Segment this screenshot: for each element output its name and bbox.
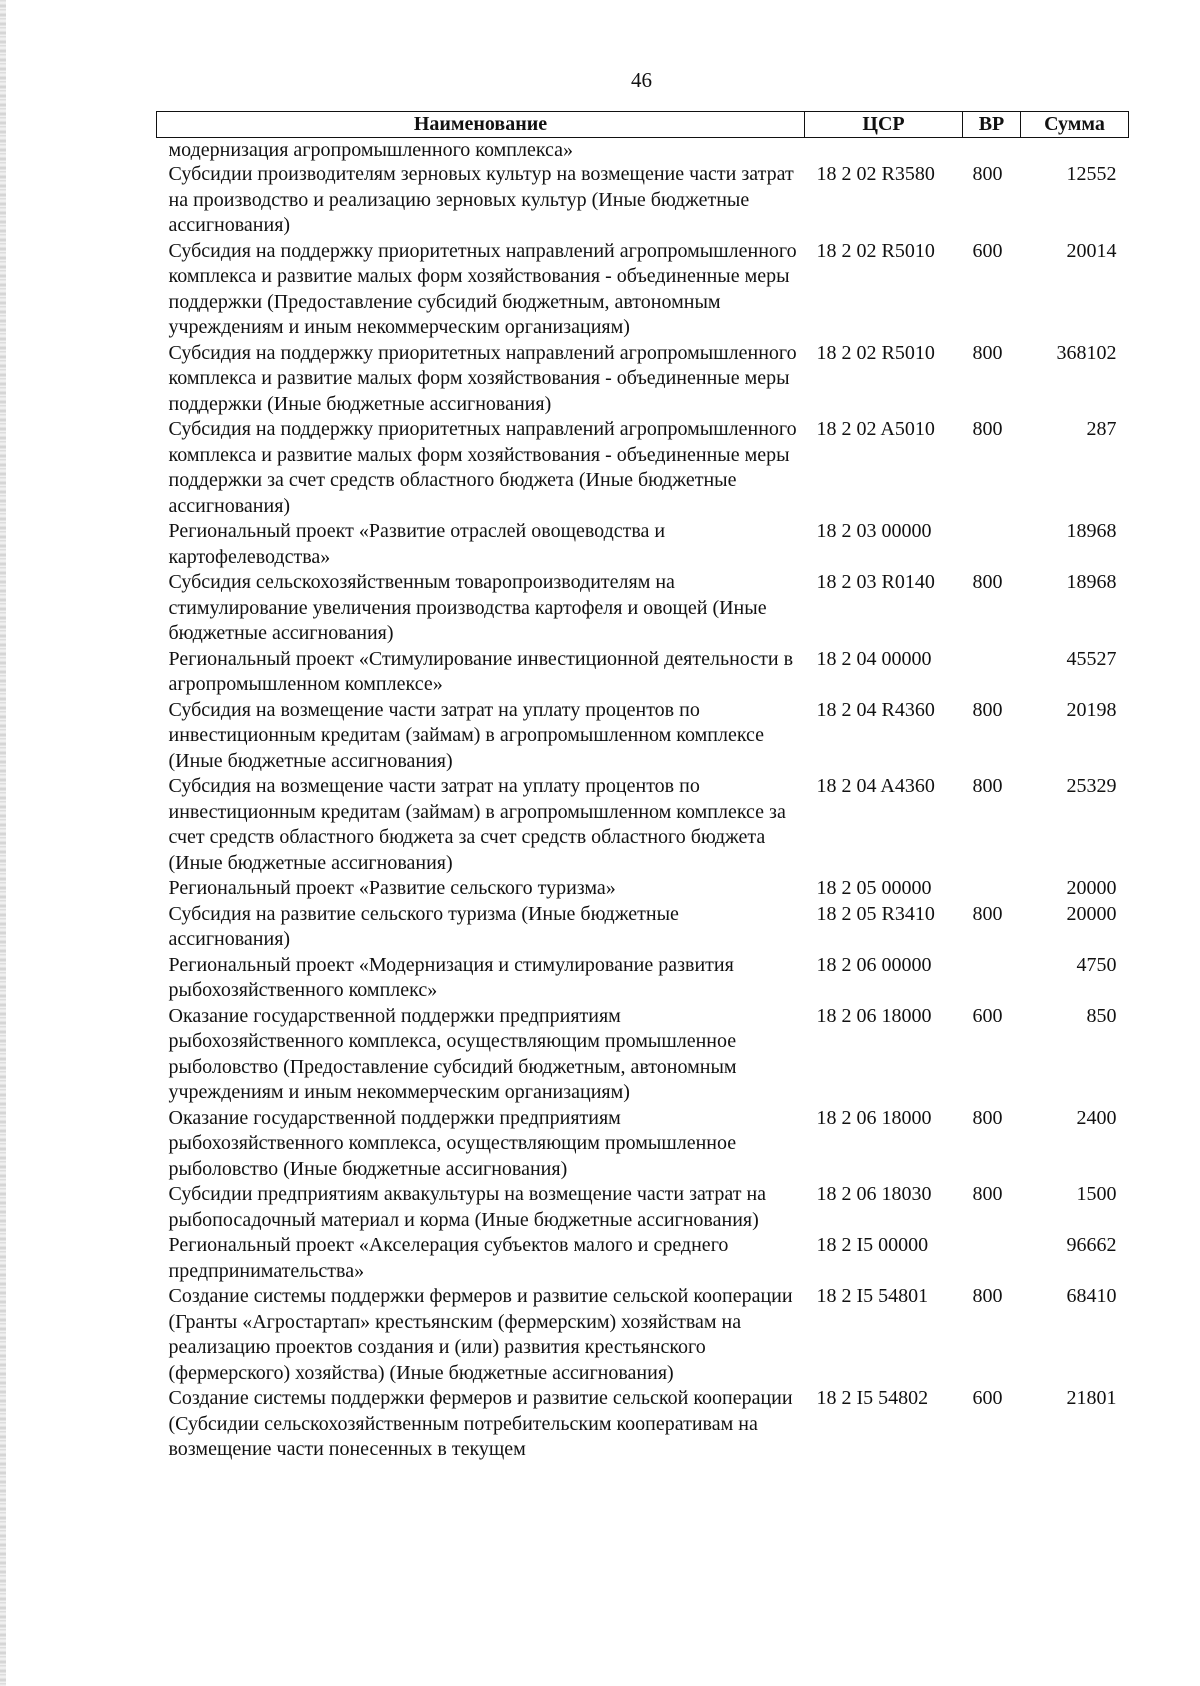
row-sum: 1500: [1076, 1183, 1117, 1205]
row-vr: 600: [972, 239, 1003, 262]
row-csr: 18 2 02 R3580: [816, 163, 935, 185]
row-csr: 18 2 02 R5010: [816, 239, 935, 262]
row-sum: 368102: [1056, 341, 1117, 364]
row-vr: 800: [972, 418, 1003, 440]
table-row: [157, 1386, 1129, 1463]
row-vr: [963, 519, 1021, 570]
row-name: Субсидия на поддержку приоритетных направлений агропромышленного комплекса и развитие малых форм хозяйствования - объединенные меры поддержки за счет средств областного бюджета (Иные бюджетные ассигнования): [168, 418, 797, 517]
row-csr: 18 2 I5 00000: [816, 1234, 929, 1256]
row-name: Региональный проект «Модернизация и стимулирование развития рыбохозяйственного комплекс»: [168, 953, 734, 1001]
row-csr: 18 2 03 00000: [816, 520, 932, 542]
row-name: Оказание государственной поддержки предприятиям рыбохозяйственного комплекса, осуществляющим промышленное рыболовство (Предоставление субсидий бюджетным, автономным учреждениям и иным некоммерческим организациям): [168, 1004, 737, 1103]
table-row: [157, 1182, 1129, 1233]
row-sum: 25329: [1066, 775, 1117, 797]
row-name: Оказание государственной поддержки предприятиям рыбохозяйственного комплекса, осуществляющим промышленное рыболовство (Иные бюджетные ассигнования): [168, 1106, 737, 1180]
row-sum: 4750: [1076, 953, 1117, 976]
row-vr: 800: [972, 698, 1003, 721]
row-csr: 18 2 04 00000: [816, 647, 932, 670]
table-row: [157, 162, 1129, 239]
table-row: [157, 1004, 1129, 1106]
row-sum: 287: [1086, 418, 1117, 440]
row-sum: 18968: [1066, 571, 1117, 593]
row-sum: 2400: [1076, 1106, 1117, 1129]
row-vr: 600: [972, 1387, 1003, 1409]
row-sum: 21801: [1066, 1387, 1117, 1409]
row-vr: 800: [972, 902, 1003, 925]
row-csr: 18 2 I5 54801: [816, 1285, 929, 1307]
row-vr: [963, 876, 1021, 902]
row-vr: [963, 1233, 1021, 1284]
row-csr: 18 2 03 R0140: [816, 571, 935, 593]
table-row: [157, 902, 1129, 953]
table-body: [157, 138, 1129, 1463]
table-row: [157, 774, 1129, 876]
row-csr: 18 2 04 R4360: [816, 698, 935, 721]
row-csr: 18 2 06 18000: [816, 1004, 932, 1027]
row-vr: [963, 953, 1021, 1004]
row-name: Субсидия на развитие сельского туризма (Иные бюджетные ассигнования): [168, 902, 679, 950]
continuation-text: модернизация агропромышленного комплекса»: [168, 139, 574, 161]
row-csr: 18 2 06 18000: [816, 1106, 932, 1129]
row-vr: 800: [972, 1106, 1003, 1129]
table-row: [157, 876, 1129, 902]
row-sum: 68410: [1066, 1285, 1117, 1307]
row-vr: 800: [972, 1183, 1003, 1205]
budget-table: [156, 111, 1129, 1463]
row-vr: [963, 647, 1021, 698]
table-header-row: [157, 112, 1129, 138]
row-sum: 45527: [1066, 647, 1117, 670]
row-vr: 800: [972, 341, 1003, 364]
row-csr: 18 2 04 A4360: [816, 775, 935, 797]
row-sum: 20000: [1066, 877, 1117, 899]
header-vr: ВР: [963, 112, 1021, 138]
table-row: [157, 647, 1129, 698]
row-name: Региональный проект «Развитие отраслей овощеводства и картофелеводства»: [168, 520, 666, 568]
row-vr: 800: [972, 1285, 1003, 1307]
row-csr: 18 2 06 18030: [816, 1183, 932, 1205]
row-sum: 850: [1086, 1004, 1117, 1027]
continuation-row: [157, 138, 1129, 163]
row-name: Субсидии производителям зерновых культур на возмещение части затрат на производство и реализацию зерновых культур (Иные бюджетные ассигнования): [168, 163, 794, 236]
row-csr: 18 2 06 00000: [816, 953, 932, 976]
row-name: Субсидия на возмещение части затрат на уплату процентов по инвестиционным кредитам (займам) в агропромышленном комплексе (Иные бюджетные ассигнования): [168, 698, 765, 772]
row-name: Региональный проект «Акселерация субъектов малого и среднего предпринимательства»: [168, 1234, 729, 1282]
table-row: [157, 698, 1129, 775]
row-csr: 18 2 02 R5010: [816, 341, 935, 364]
table-row: [157, 341, 1129, 418]
row-name: Региональный проект «Стимулирование инвестиционной деятельности в агропромышленном комплексе»: [168, 647, 794, 695]
page-number: 46: [631, 68, 652, 92]
table-row: [157, 519, 1129, 570]
row-name: Субсидии предприятиям аквакультуры на возмещение части затрат на рыбопосадочный материал и корма (Иные бюджетные ассигнования): [168, 1183, 767, 1231]
row-csr: 18 2 05 00000: [816, 877, 932, 899]
row-sum: 18968: [1066, 520, 1117, 542]
row-name: Субсидия на возмещение части затрат на уплату процентов по инвестиционным кредитам (займам) в агропромышленном комплексе за счет средств областного бюджета за счет средств областного бюджета (Иные бюджетные ассигнования): [168, 775, 786, 874]
row-csr: 18 2 02 A5010: [816, 418, 935, 440]
row-name: Региональный проект «Развитие сельского туризма»: [168, 877, 616, 899]
row-vr: 800: [972, 163, 1003, 185]
row-sum: 20014: [1066, 239, 1117, 262]
header-sum: Сумма: [1021, 112, 1129, 138]
row-vr: 800: [972, 571, 1003, 593]
table-row: [157, 1233, 1129, 1284]
table-row: [157, 953, 1129, 1004]
row-vr: 600: [972, 1004, 1003, 1027]
table-row: [157, 1106, 1129, 1183]
row-sum: 20198: [1066, 698, 1117, 721]
row-name: Субсидия сельскохозяйственным товаропроизводителям на стимулирование увеличения производства картофеля и овощей (Иные бюджетные ассигнования): [168, 571, 767, 644]
table-row: [157, 1284, 1129, 1386]
row-sum: 96662: [1066, 1234, 1117, 1256]
row-name: Создание системы поддержки фермеров и развитие сельской кооперации (Субсидии сельскохозяйственным потребительским кооперативам на возмещение части понесенных в текущем: [168, 1387, 793, 1460]
row-csr: 18 2 I5 54802: [816, 1387, 929, 1409]
row-name: Создание системы поддержки фермеров и развитие сельской кооперации (Гранты «Агростартап» крестьянским (фермерским) хозяйствам на реализацию проектов создания и (или) развития крестьянского (фермерского) хозяйства) (Иные бюджетные ассигнования): [168, 1285, 793, 1384]
header-csr: ЦСР: [805, 112, 963, 138]
row-csr: 18 2 05 R3410: [816, 902, 935, 925]
table-row: [157, 239, 1129, 341]
row-sum: 20000: [1066, 902, 1117, 925]
scan-edge: [0, 0, 6, 1686]
table-row: [157, 570, 1129, 647]
row-vr: 800: [972, 775, 1003, 797]
budget-table-container: [156, 111, 1128, 1463]
row-name: Субсидия на поддержку приоритетных направлений агропромышленного комплекса и развитие малых форм хозяйствования - объединенные меры поддержки (Предоставление субсидий бюджетным, автономным учреждениям и иным некоммерческим организациям): [168, 239, 797, 338]
row-name: Субсидия на поддержку приоритетных направлений агропромышленного комплекса и развитие малых форм хозяйствования - объединенные меры поддержки (Иные бюджетные ассигнования): [168, 341, 797, 415]
table-row: [157, 417, 1129, 519]
row-sum: 12552: [1066, 163, 1117, 185]
header-name: Наименование: [157, 112, 805, 138]
